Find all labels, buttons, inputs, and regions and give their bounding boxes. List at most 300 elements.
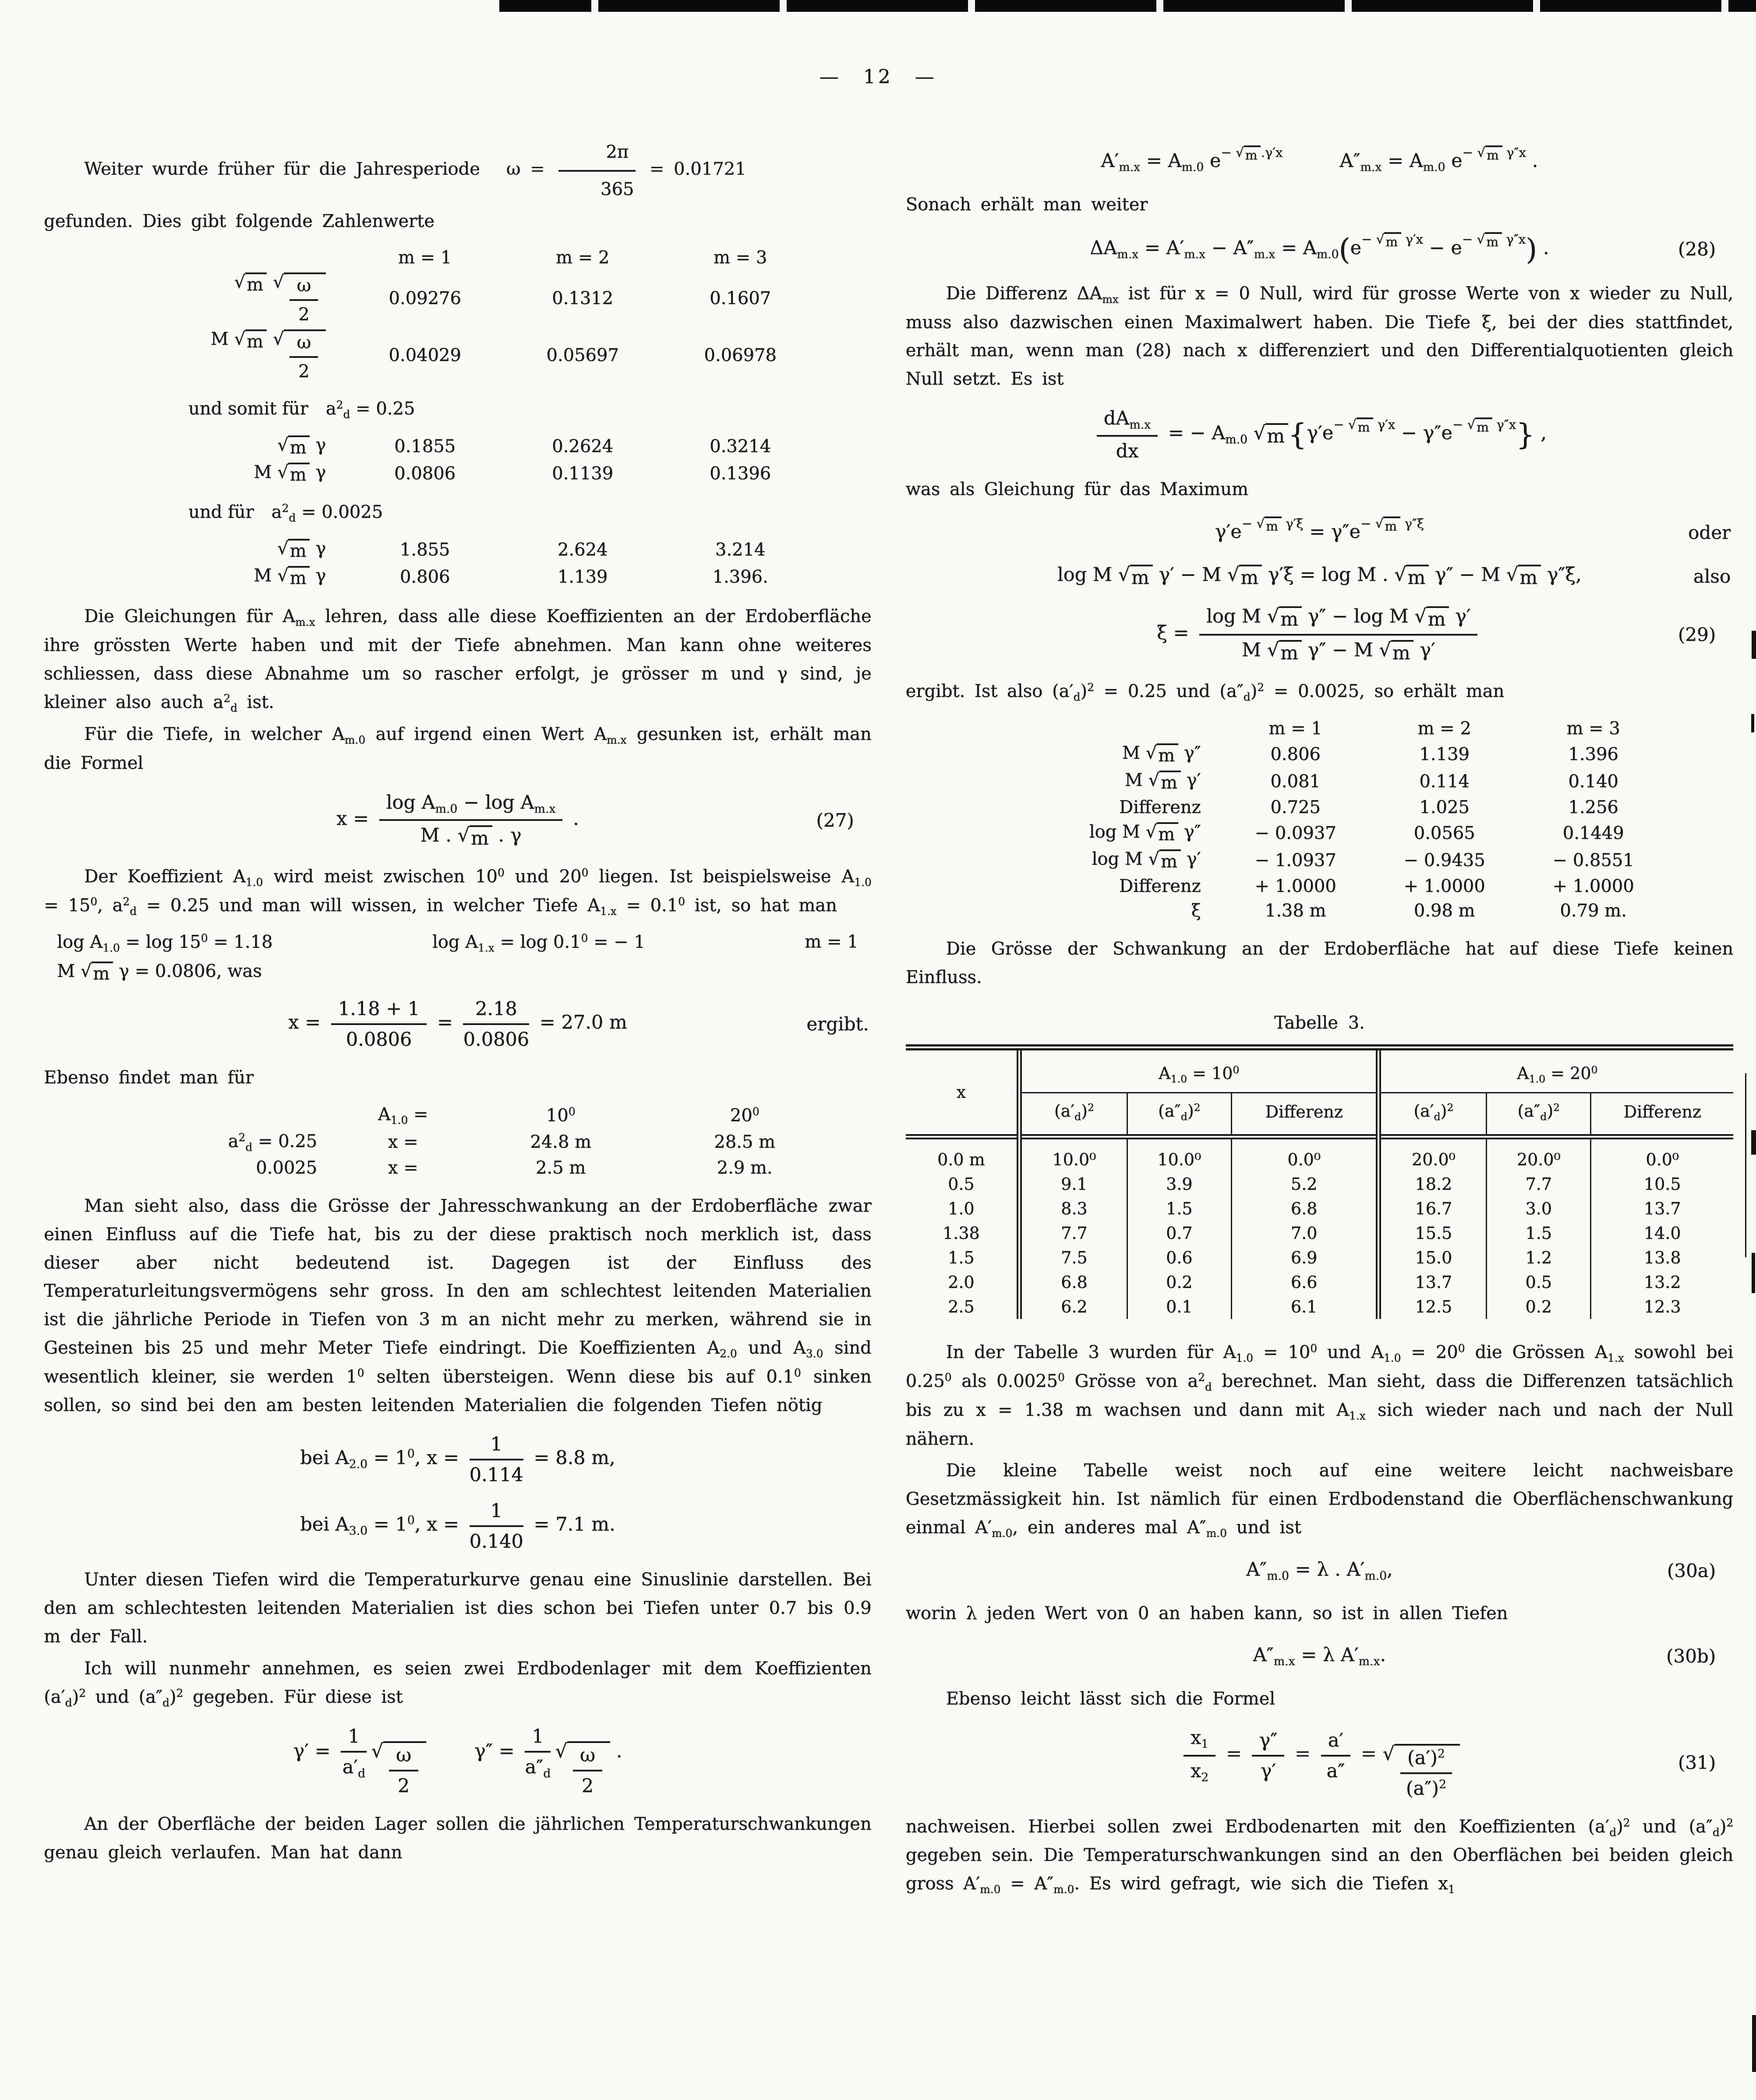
column-header [653,1105,837,1126]
text-run: , [1386,1559,1393,1581]
table-tiefen-vergleich [110,1104,872,1178]
cell: 0.725 [1270,797,1321,817]
text-run: γ′ [1449,605,1471,628]
subscript: 1.x [1607,1351,1624,1365]
equation-tag: (30a) [1667,1560,1716,1582]
text-run: , x = [414,1447,465,1469]
cell: − 0.8551 [1552,850,1634,870]
text-run: 2π [606,142,629,162]
equation-body [1246,1559,1393,1583]
text-run: M . [420,824,458,847]
cell: 0.1312 [552,288,613,309]
row-label [932,849,1221,872]
text-run: γ′ [1260,1760,1276,1782]
cell: 0.2624 [552,436,613,457]
text-run: (a′ [1054,1101,1074,1121]
text-run: m [1385,518,1397,534]
text-run: gesunken ist, erhält man die Formel [44,724,872,774]
equation-tag: (28) [1678,238,1716,260]
subscript: d [65,1696,72,1709]
superscript: 2 [1198,1371,1205,1384]
cell: x = [388,1158,418,1178]
cell: 24.8 m [530,1132,591,1153]
column-header: m = 3 [1566,718,1620,739]
superscript: 0 [944,1371,952,1384]
column-header [469,1105,653,1126]
sqrt-radical: √ m [81,962,113,984]
column-header: m = 3 [713,247,767,268]
paragraph-ich-will [44,1655,872,1712]
text-run: gegeben sein. Die Temperaturschwankungen sind an den Oberflächen bei beiden gleich gross A′ [905,1845,1733,1894]
superscript: 0 [357,1366,364,1379]
text-run: − [1361,232,1376,247]
cell: + 1.0000 [1403,876,1485,896]
equation-body [300,1499,615,1552]
text-run: m [1240,566,1258,589]
text-run: ω [396,1744,411,1767]
text-run: 2 [397,1775,410,1797]
sqrt-radical: √ $\frac{(a')^2}{(a'')^2}$ [1382,1744,1459,1799]
big-delimiter: } [1516,417,1535,452]
table-row [83,272,872,325]
text-run: wird meist zwischen 10 [263,866,498,887]
text-run: A″ [1246,1559,1267,1581]
subscript: d [1205,1380,1212,1393]
text-run: a [271,502,282,523]
cell: 0.806 [1270,744,1321,764]
text-run: Weiter wurde früher für die Jahresperiode [84,159,480,179]
text-run: ) [1547,1101,1553,1121]
subscript: 1 [1448,1883,1455,1896]
text-run: = A [1140,150,1182,172]
subscript: 1.0 [245,876,263,889]
text-run: m [290,438,307,458]
text-run: und ist [1226,1517,1301,1538]
sqrt-radical: √ m [1467,417,1492,435]
subscript: 2.0 [719,1347,737,1360]
equation-bei-a20 [44,1432,872,1486]
text-run: ξ = [1157,622,1195,644]
text-run: − [1333,417,1348,432]
text-run: A′ [1101,150,1119,172]
text-run: e [1350,237,1361,259]
text-run: selten übersteigen. Wenn diese bis auf 0.1 [364,1366,794,1387]
cell: 0.04029 [389,345,461,366]
column-header [1378,1092,1486,1137]
tabelle-3-caption: Tabelle 3. [1274,1012,1365,1033]
text-run: m [1427,608,1446,631]
log-values-line [44,932,872,954]
text-run: γ′ − M [1152,563,1227,586]
text-run: ω [579,1744,595,1767]
text-run: lehren, dass alle diese Koeffizienten an der Erdoberfläche ihre grössten Werte haben und mit der Tiefe abnehmen. Man kann ohne weiteres schliessen, dass diese Abnahme um so rascher erfolgt, je grösser m und γ sind, je kleiner also auch a [44,606,872,712]
text-run: log A [432,932,478,952]
cell: 9.1 [1019,1172,1127,1196]
text-run: γ″ [1178,821,1201,842]
cell: 1.5 [1487,1221,1591,1245]
paragraph-gefunden: gefunden. Dies gibt folgende Zahlenwerte [44,211,435,231]
text-run: = 0.0025 [296,502,383,523]
text-run: γ′ξ = log M . [1261,563,1394,586]
cell: 3.9 [1127,1172,1231,1196]
row-label [83,566,346,588]
text-run: x [1190,1760,1201,1782]
equation-right-word: ergibt. [806,1013,869,1035]
text-run: γ″x [1502,232,1526,247]
text-run: (a′) [1407,1746,1438,1769]
text-run: = [408,1104,428,1125]
subscript: 2.0 [349,1457,367,1471]
superscript: 0 [1233,1063,1240,1076]
cell: 10.0⁰ [1127,1137,1231,1172]
equation-right-word: also [1693,565,1731,587]
sqrt-radical: √ m [1348,417,1373,435]
exponent [1360,516,1424,534]
superscript: 0 [678,895,685,908]
subscript: d [543,1767,551,1781]
text-run: m [1486,147,1499,163]
superscript: 2 [223,691,230,704]
cell: 3.0 [1487,1196,1591,1221]
superscript: 2 [1194,1101,1201,1114]
text-run: , ein anderes mal A″ [1012,1517,1206,1538]
text-run: auf irgend einen Wert A [365,724,607,745]
fraction [331,997,427,1050]
sqrt-radical: √ m [1146,743,1178,766]
subscript: 1.0 [1170,1072,1187,1085]
subscript: m.x [1358,1655,1380,1669]
text-run: = − 1 [588,932,645,952]
subscript: m.0 [1053,1883,1074,1896]
tabelle-3 [906,1044,1734,1319]
superscript: 0 [581,866,589,879]
text-run: ω = [506,159,555,179]
text-run: x = [336,808,375,830]
cell: x = [388,1132,418,1153]
superscript: 0 [752,1105,760,1118]
text-run: (a″) [1406,1777,1439,1799]
sqrt-radical: √ m [1267,640,1302,664]
text-run: − [1462,232,1477,247]
cell: 6.8 [1231,1196,1378,1221]
text-run: 2 [298,361,310,382]
text-run: γ″ − log M [1301,605,1415,628]
text-run: = [1289,1743,1317,1765]
text-run: γ″ξ [1400,516,1424,531]
equation-body [1157,605,1482,664]
cell: 1.025 [1419,797,1470,817]
exponent [1361,232,1423,249]
text-run: und 20 [504,866,582,887]
equation-body [336,791,579,849]
text-run: und A [1317,1342,1384,1363]
subscript: m.0 [1225,433,1247,446]
table-row [932,743,1734,766]
equation-tag: (27) [816,809,854,831]
big-delimiter: ) [1526,232,1537,266]
table-row [932,822,1734,845]
text-run: sinken sollen, so sind bei den am besten leitenden Materialien die folgenden Tiefen nötig [44,1366,872,1415]
text-run: und für [188,502,254,523]
text-run: γ [310,566,326,586]
cell: 2.624 [557,540,608,560]
text-run: A [378,1104,391,1125]
sqrt-radical: √ m [1379,640,1413,664]
table-row [110,1158,872,1178]
text-run: = 1.18 [208,932,273,952]
text-run: = 7.1 m. [527,1513,615,1536]
m-equals-1: m = 1 [805,931,859,952]
cell: 1.5 [1127,1196,1231,1221]
text-run: γ [310,435,326,456]
text-run: A″ [1339,150,1360,172]
text-run: − [1241,516,1257,531]
big-delimiter: { [1288,417,1307,452]
m-gamma-line [57,961,872,984]
superscript: 2 [336,398,343,411]
text-run: sowohl bei 0.25 [905,1342,1734,1391]
subscript: 1.0 [1236,1351,1253,1365]
superscript: 2 [1437,1747,1445,1761]
subscript: 1.x [600,905,617,918]
right-column [906,134,1734,1902]
superscript: 2 [1726,1816,1733,1829]
text-run: berechnet. Man sieht, dass die Differenzen tatsächlich bis zu x = 1.38 m wachsen und dann mit A [905,1371,1734,1420]
cell: 8.3 [1019,1196,1127,1221]
cell: 0.06978 [704,345,777,366]
text-run: ist. [237,692,274,712]
text-run: m [246,332,263,352]
text-run: 1.18 + 1 [338,998,420,1020]
text-run: = 0.01721 [640,159,746,179]
superscript: 2 [282,502,289,515]
text-run: log M [1057,563,1118,586]
text-run: . Es wird gefragt, wie sich die Tiefen x [1074,1874,1448,1894]
equation-30a [906,1556,1734,1586]
text-run: log M [1206,605,1267,628]
exponent [1462,232,1526,249]
paragraph-in-der-tabelle [906,1338,1734,1453]
text-run: = 8.8 m, [527,1447,615,1469]
line-ebenso-leicht: Ebenso leicht lässt sich die Formel [946,1688,1275,1709]
equation-30b [906,1641,1734,1672]
text-run: m [1477,420,1489,435]
superscript: 2 [1087,1101,1094,1114]
cell: 1.2 [1487,1245,1591,1270]
text-run: − [1452,417,1467,432]
equation-derivative [906,407,1734,462]
cell: 12.5 [1378,1294,1486,1319]
text-run: m [1407,566,1426,589]
subscript: d [1609,1826,1616,1839]
superscript: 2 [1087,681,1094,694]
cell: + 1.0000 [1254,876,1336,896]
equation-body [1215,516,1424,544]
text-run: M [1124,770,1148,790]
text-run: = λ . A′ [1289,1559,1365,1581]
text-run: und (a″ [1630,1816,1713,1837]
text-run: γ′ [1413,639,1435,661]
cell: 16.7 [1378,1196,1486,1221]
sqrt-radical: √ m [277,463,310,485]
row-label [83,538,346,561]
superscript: 0 [1591,1063,1598,1076]
text-run: = λ A′ [1295,1644,1359,1666]
text-run: , x = [414,1513,465,1536]
fraction [1321,1729,1350,1782]
line-was-als: was als Gleichung für das Maximum [905,479,1248,500]
subscript: m.0 [1181,160,1204,174]
superscript: 2 [238,1131,246,1144]
cell: − 0.9435 [1403,850,1485,870]
subscript: m.0 [1206,1527,1227,1540]
text-run: m [1245,147,1258,163]
text-run: = − A [1162,422,1226,444]
text-run: ) [1616,1816,1623,1837]
fraction [341,1725,367,1780]
cell: 20.0⁰ [1487,1137,1591,1172]
text-run: γ′ [1180,770,1201,790]
fraction [290,275,318,325]
table-header-row [932,718,1734,739]
text-run: m [1266,425,1285,447]
cell: 20.0⁰ [1378,1137,1486,1172]
cell: 13.2 [1643,1273,1681,1292]
exponent [1221,145,1283,163]
text-run: Der Koeffizient A [84,866,246,887]
subscript: m.0 [344,734,365,747]
text-run: = [1220,1743,1248,1765]
fraction [573,1743,602,1797]
subscript: d [1712,1826,1720,1839]
column-header [1127,1092,1231,1137]
cell: 6.9 [1231,1245,1378,1270]
text-run: γ = 0.0806, was [113,961,262,982]
subscript: m.x [1360,160,1382,174]
cell: 14.0 [1643,1223,1681,1243]
text-run: m [93,964,110,984]
cell: 1.396 [1568,744,1618,764]
text-run: bei A [300,1447,349,1469]
paragraph-unter-diesen: Unter diesen Tiefen wird die Temperaturkurve genau eine Sinuslinie darstellen. Bei den am schlechtesten leitenden Materialien ist dies schon bei Tiefen unter 0.7 bis 0.9 m der Fall. [44,1570,872,1647]
cell: 0.0⁰ [1591,1137,1733,1172]
table-row [932,876,1734,896]
subscript: m.0 [980,1883,1001,1896]
text-run: m [470,827,489,850]
text-run: Differenz [1119,876,1201,896]
text-run: = [1354,1743,1383,1765]
cell: 0.05697 [546,345,619,366]
fraction [1097,407,1158,462]
group-header-a10-10 [1019,1047,1378,1093]
column-header: m = 1 [1268,718,1322,739]
cell: 0.081 [1270,771,1321,792]
table-row [83,538,872,561]
subscript: d [129,905,137,918]
equation-27 [44,791,872,849]
cell: 1.139 [557,567,608,587]
subscript: d [1074,1110,1081,1123]
text-run: γ″ [1178,742,1201,763]
text-run: 2 [581,1775,594,1797]
text-run: m [1160,851,1177,872]
subscript: d [230,701,237,714]
text-run: m [1486,234,1498,250]
text-run: 2 [298,304,310,325]
text-run: log A [57,932,103,952]
text-run: die Grössen A [1465,1342,1608,1363]
fraction [463,997,529,1050]
text-run: m [290,568,307,589]
text-run: In der Tabelle 3 wurden für A [946,1342,1236,1363]
cell: 12.3 [1643,1297,1681,1317]
text-run: = 0.25 [350,399,415,419]
text-run: = A″ [1000,1874,1054,1894]
text-run: Differenz [1119,797,1201,817]
text-run: ) [1440,1101,1447,1121]
table-header-row [110,1104,872,1127]
cell: 2.0 [906,1270,1019,1294]
text-run: gegeben. Für diese ist [183,1686,403,1707]
table-row [83,566,872,588]
text-run: a [325,399,336,419]
text-run: x = [288,1011,327,1034]
sqrt-radical: √ m [457,825,492,849]
cell: 0.0 m [906,1137,1019,1172]
column-header-x: x [906,1047,1019,1137]
text-run: ) [1187,1101,1194,1121]
text-run: M [254,566,277,586]
text-run: bei A [300,1513,349,1536]
fraction [389,1743,418,1797]
column-header: m = 1 [398,247,452,268]
cell: + 1.0000 [1552,876,1634,896]
table-row [906,1294,1734,1319]
cell: 0.2 [1127,1270,1231,1294]
text-run: γ′ = [293,1740,337,1763]
text-run: sind wesentlich kleiner, sie werden 1 [44,1338,872,1387]
table-row [906,1245,1734,1270]
subscript: d [357,1767,365,1781]
text-run: = 1 [367,1513,407,1536]
text-run: e [1445,150,1463,172]
equation-28 [906,232,1734,266]
cell: 7.5 [1019,1245,1127,1270]
text-run: log M [1092,848,1148,869]
text-run: M [210,329,234,350]
table-a00025-values [83,538,872,588]
text-run: und somit für [188,399,308,419]
equation-maximum [906,517,1734,548]
subscript: m.0 [1316,247,1339,262]
table-row [906,1137,1734,1172]
text-run: = 20 [1545,1063,1591,1083]
text-run: m [1266,518,1278,534]
cell: 28.5 m [714,1132,775,1153]
cell: 10.0⁰ [1019,1137,1127,1172]
equation-29 [906,605,1734,664]
text-run: ξ [1191,900,1201,921]
text-run: = 27.0 m [533,1011,627,1034]
equation-body [1253,1644,1386,1668]
text-run: 365 [600,179,634,199]
cell: 6.8 [1019,1270,1127,1294]
equation-gamma-def [44,1725,872,1797]
subscript: 1.x [1349,1409,1366,1422]
cell: 1.5 [906,1245,1019,1270]
cell: 1.38 [906,1221,1019,1245]
text-run: 10 [546,1105,569,1126]
